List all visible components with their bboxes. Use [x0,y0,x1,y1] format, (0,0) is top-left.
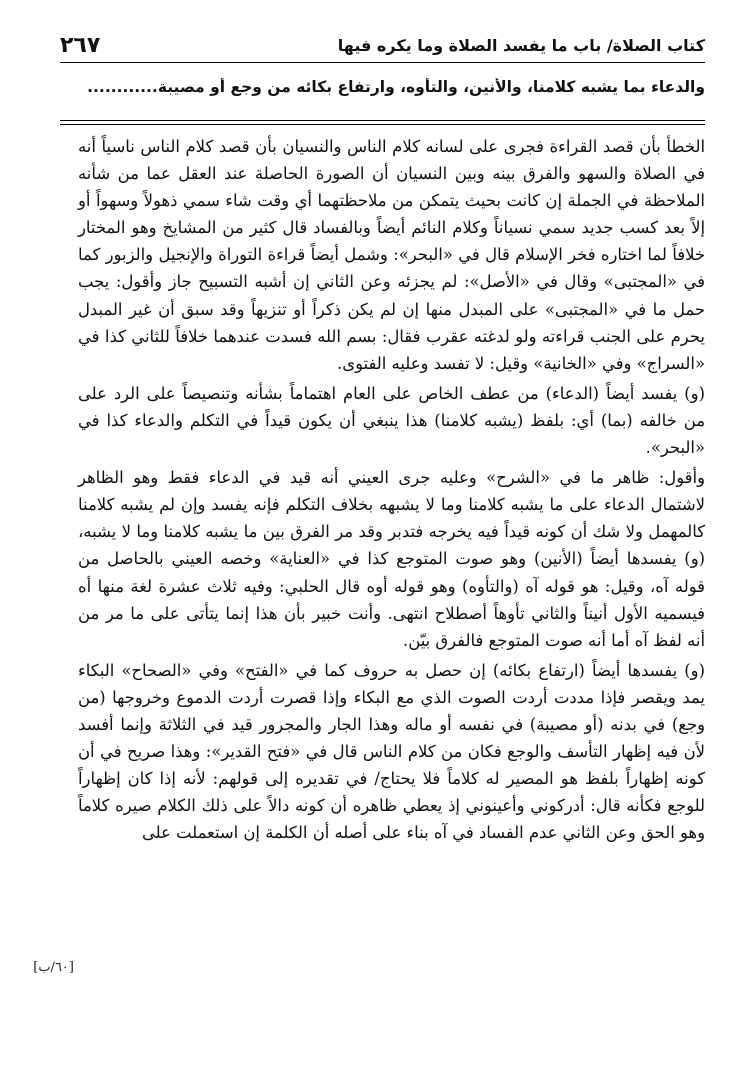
page-number: ٢٦٧ [60,32,101,58]
page-header [60,30,705,60]
paragraph: (و) يفسد أيضاً (الدعاء) من عطف الخاص على العام اهتماماً بشأنه وتنصيصاً على الرد على من خالفه (بما) أي: بلفظ (يشبه كلامنا) هذا ينبغي أن يكون قيداً في التكلم والدعاء كذا في «البحر». [78,383,705,458]
paragraph: وأقول: ظاهر ما في «الشرح» وعليه جرى العيني أنه قيد في الدعاء فقط وهو الظاهر لاشتمال الدعاء على ما يشبه كلامنا وما لا يشبهه بخلاف التكلم فإنه يفسد وإن لم يشبه كلامنا كالمهمل ولا شك أن كونه قيداً فيه يخرجه فتدبر وقد مر الفرق بين ما يشبه كلامنا وما لا يشبه، (و) يفسدها أيضاً (الأنين) وهو صوت المتوجع كذا في «العناية» وخصه العيني بالحاصل من قوله آه، وقيل: هو قوله آه (والتأوه) وهو قوله أوه قال الحلبي: وفيه ثلاث عشرة لغة منها أه فيسميه الأول أنيناً والثاني تأوهاً أصطلاح انتهى. وأنت خبير بأن هذا إنما يتأتى على ما مر من أنه لفظ آه أما أنه صوت المتوجع فالفرق بيّن. [78,468,705,650]
running-title: كتاب الصلاة/ باب ما يفسد الصلاة وما يكره فيها [337,35,705,55]
matn-heading: والدعاء بما يشبه كلامنا، والأنين، والتأوه، وارتفاع بكائه من وجع أو مصيبة............ [87,78,705,96]
commentary-text [78,133,705,1067]
double-rule-bottom [60,124,705,125]
double-rule-top [60,120,705,121]
paragraph: الخطأ بأن قصد القراءة فجرى على لسانه كلام الناس والنسيان بأن قصد كلام الناس ناسياً أنه في الصلاة والسهو والفرق بينه وبين النسيان أن الصورة الحاصلة عند العقل عما من شأنه الملاحظة في الجملة إن كانت بحيث يتمكن من ملاحظتهما أي وقت شاء سمي ذهولاً وسهواً أو إلاً بعد كسب جديد سمي نسياناً وكلام النائم أيضاً وبالفساد قال كثير من المشايخ وهو المختار خلافاً لما اختاره فخر الإسلام قال في «البحر»: وشمل أيضاً قراءة التوراة والإنجيل والزبور كما في «المجتبى» وقال في «الأصل»: لم يجزئه وعن الثاني إن أشبه التسبيح جاز وأقول: يجب حمل ما في «المجتبى» على المبدل منها إن لم يكن ذكراً أو تنزيهاً وقد سبق أن غير المبدل يحرم على الجنب قراءته ولو لدغته عقرب فقال: بسم الله فسدت عندهما خلافاً للثاني كذا في «السراج» وفي «الخانية» وقيل: لا تفسد وعليه الفتوى. [78,137,705,373]
header-rule [60,62,705,63]
manuscript-folio-note: [٦٠/ب] [33,960,74,975]
paragraph: (و) يفسدها أيضاً (ارتفاع بكائه) إن حصل به حروف كما في «الفتح» وفي «الصحاح» البكاء يمد ويقصر فإذا مددت أردت الصوت الذي مع البكاء وإذا قصرت أردت الدموع وخروجها (من وجع) في بدنه (أو مصيبة) في نفسه أو ماله وهذا الجار والمجرور قيد في الثلاثة وإنما أفسد لأن فيه إظهار التأسف والوجع فكان من كلام الناس قال في «فتح القدير»: وهذا صريح في أن كونه إظهاراً بلفظ هو المصير له كلاماً فلا يحتاج/ في تقديره إلى قولهم: لأنه إذا كان إظهاراً للوجع فكأنه قال: أدركوني وأعينوني إذ يعطي ظاهره أن كونه دالاً على ذلك الكلام صيره كلاماً وهو الحق وعن الثاني عدم الفساد في آه بناء على أصله أن الكلمة إن استعملت على [78,660,705,843]
